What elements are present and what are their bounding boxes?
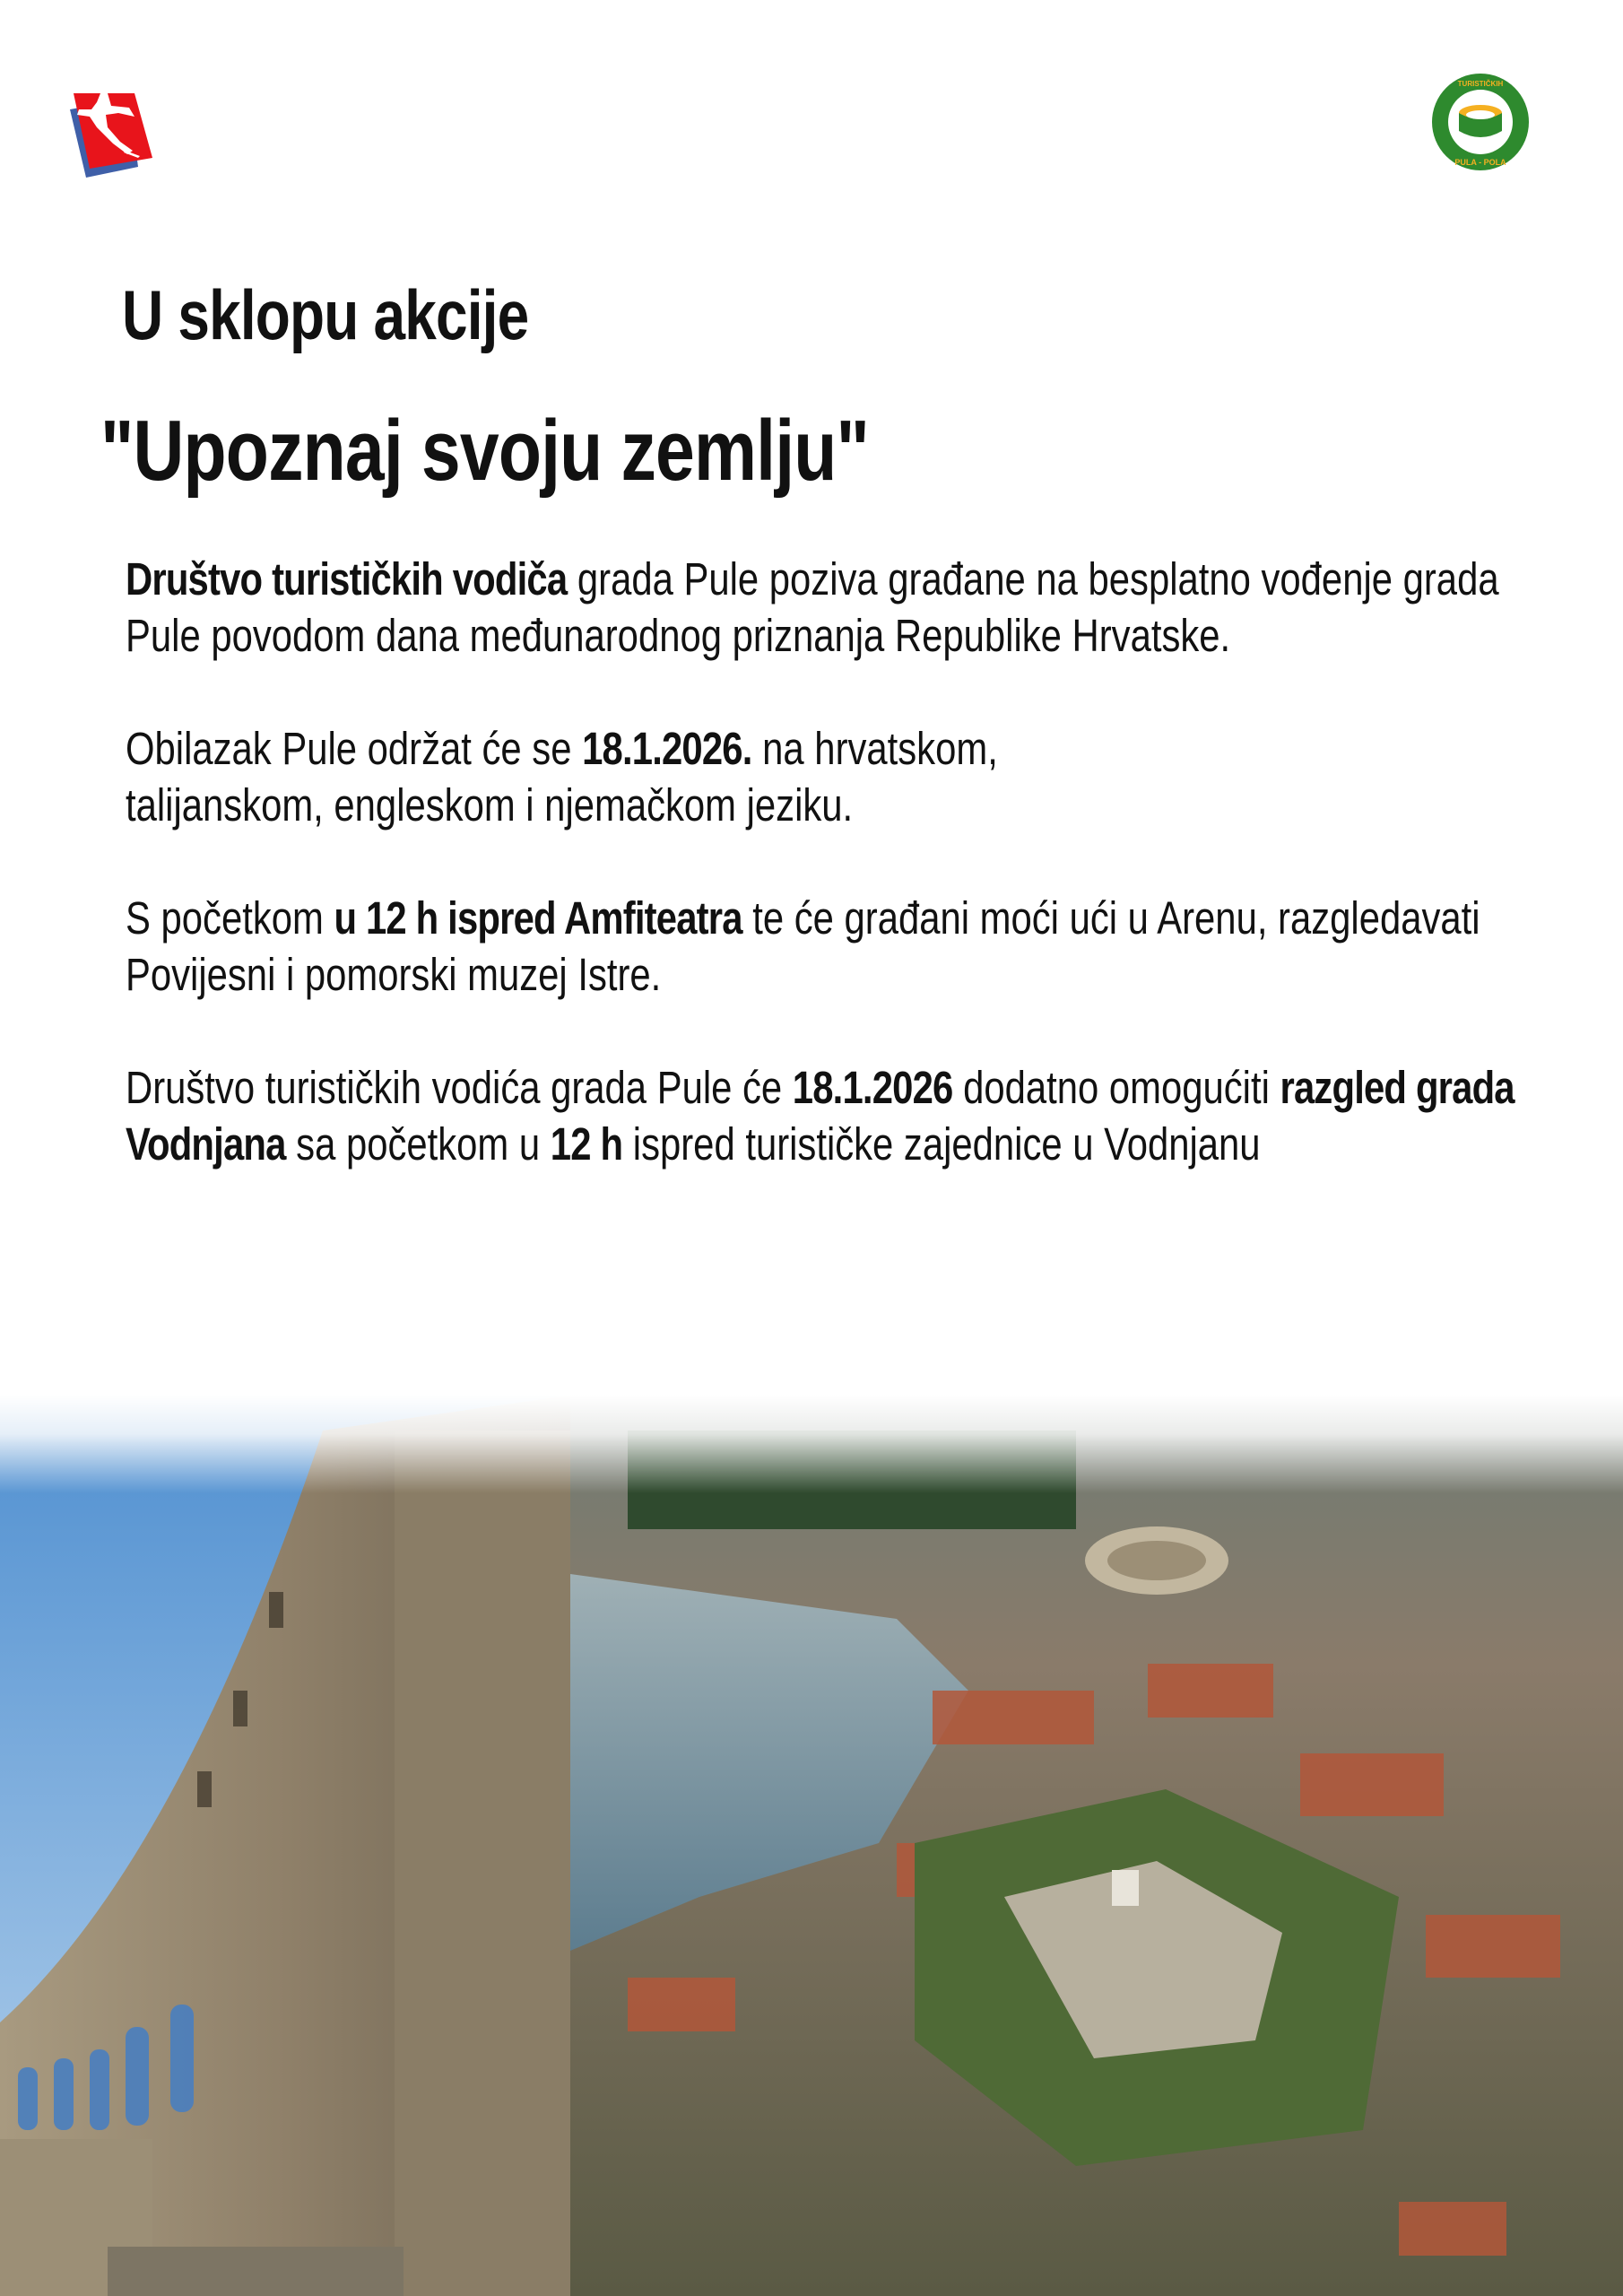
- text: S početkom: [126, 892, 334, 944]
- bold-date: 18.1.2026: [792, 1062, 953, 1113]
- pula-photo-collage: [0, 1395, 1623, 2296]
- pula-photo-image: [0, 1395, 1623, 2296]
- heading-line-1: U sklopu akcije: [122, 275, 529, 354]
- text: dodatno omogućiti: [952, 1062, 1280, 1113]
- bold-time: 12 h: [550, 1118, 623, 1170]
- bold-date: 18.1.2026.: [582, 723, 752, 774]
- paragraph-date-languages: [126, 720, 1081, 833]
- croatia-map-icon: [70, 91, 156, 178]
- paragraph-invitation: [126, 551, 1582, 664]
- paragraph-start-location: [126, 890, 1582, 1003]
- croatia-map-logo: [70, 91, 156, 178]
- bold-tour: razgled grada Vodnjana: [126, 1062, 1515, 1170]
- svg-text:TURISTIČKIH: TURISTIČKIH: [1457, 80, 1504, 88]
- announcement-body: [126, 551, 1582, 1229]
- photo-fade: [0, 1395, 1623, 1493]
- paragraph-vodnjan: [126, 1059, 1582, 1172]
- text: Obilazak Pule održat će se: [126, 723, 583, 774]
- bold-location: u 12 h ispred Amfiteatra: [334, 892, 742, 944]
- tourist-guides-society-logo: [1430, 72, 1531, 172]
- amphitheatre-icon: [1430, 72, 1531, 172]
- text: Društvo turističkih vodića grada Pule će: [126, 1062, 793, 1113]
- heading-line-2: "Upoznaj svoju zemlju": [100, 403, 870, 499]
- text: ispred turističke zajednice u Vodnjanu: [622, 1118, 1261, 1170]
- text: te će građani moći ući u Arenu, razgledavati Povijesni i pomorski muzej Istre.: [126, 892, 1480, 1000]
- bold-text: Društvo turističkih vodiča: [126, 553, 568, 604]
- text: sa početkom u: [285, 1118, 551, 1170]
- text: na hrvatskom, talijanskom, engleskom i njemačkom jeziku.: [126, 723, 998, 831]
- text: grada Pule poziva građane na besplatno vođenje grada Pule povodom dana međunarodnog priznanja Republike Hrvatske.: [126, 553, 1499, 661]
- svg-text:PULA - POLA: PULA - POLA: [1454, 158, 1506, 167]
